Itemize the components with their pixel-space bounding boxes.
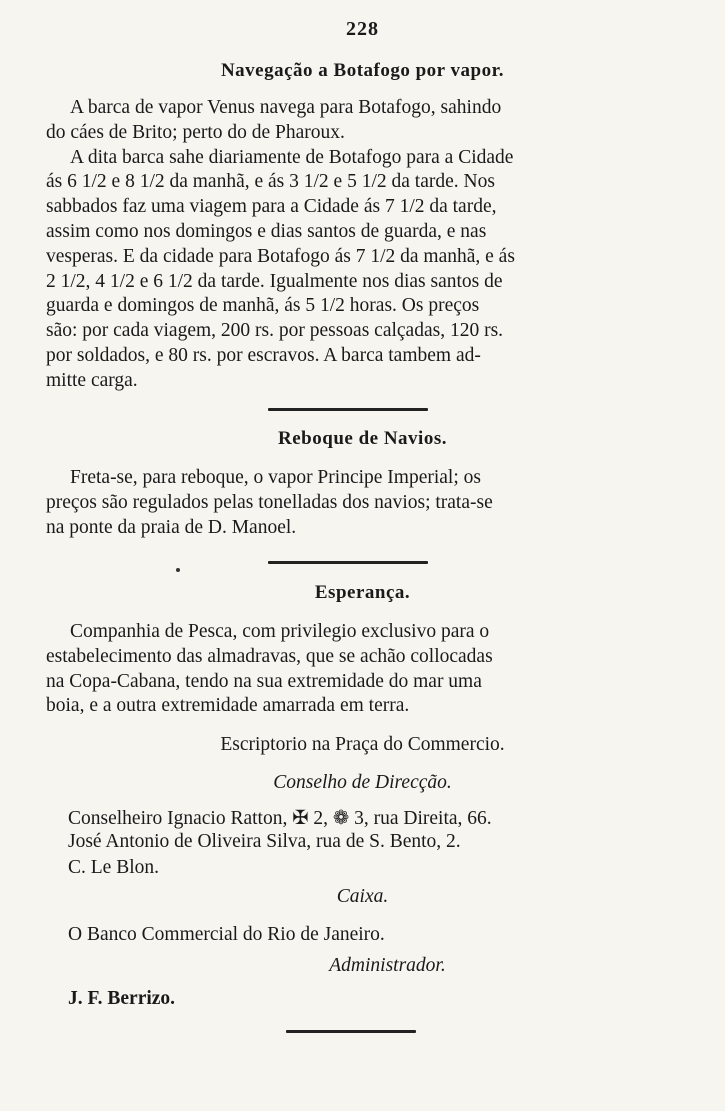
office-address: Escriptorio na Praça do Commercio. — [220, 734, 505, 755]
end-divider — [286, 1030, 416, 1033]
text-line: Freta-se, para reboque, o vapor Principe Imperial; os — [70, 467, 481, 488]
text-line: Companhia de Pesca, com privilegio exclusivo para o — [70, 621, 490, 642]
text-line: ás 6 1/2 e 8 1/2 da manhã, e ás 3 1/2 e 5 1/2 da tarde. Nos — [46, 171, 495, 193]
text-line: na Copa-Cabana, tendo na sua extremidade do mar uma — [46, 670, 482, 692]
section-body-navegacao — [46, 96, 640, 394]
text-line: 2 1/2, 4 1/2 e 6 1/2 da tarde. Igualmente nos dias santos de — [46, 270, 503, 292]
council-member: Conselheiro Ignacio Ratton, ✠ 2, ❁ 3, rua Direita, 66. — [68, 808, 492, 829]
section-divider — [268, 561, 428, 564]
text-line: estabelecimento das almadravas, que se achão collocadas — [46, 645, 493, 667]
treasurer-heading: Caixa. — [336, 886, 389, 907]
council-member: José Antonio de Oliveira Silva, rua de S. Bento, 2. — [68, 831, 461, 852]
section-body-esperanca — [46, 620, 640, 719]
council-heading: Conselho de Direcção. — [273, 772, 452, 793]
text-line: boia, e a outra extremidade amarrada em terra. — [46, 695, 410, 717]
text-line: são: por cada viagem, 200 rs. por pessoas calçadas, 120 rs. — [46, 320, 504, 342]
section-title-esperanca: Esperança. — [314, 582, 411, 603]
text-line: vesperas. E da cidade para Botafogo ás 7 1/2 da manhã, e ás — [46, 245, 515, 267]
text-line: guarda e domingos de manhã, ás 5 1/2 horas. Os preços — [46, 295, 480, 317]
admin-name: J. F. Berrizo. — [68, 988, 176, 1009]
section-title-reboque: Reboque de Navios. — [278, 428, 447, 449]
council-member: C. Le Blon. — [68, 857, 159, 878]
section-title-navegacao: Navegação a Botafogo por vapor. — [220, 60, 505, 81]
admin-heading: Administrador. — [329, 955, 446, 976]
treasurer-name: O Banco Commercial do Rio de Janeiro. — [68, 924, 385, 945]
text-line: preços são regulados pelas tonelladas dos navios; trata-se — [46, 491, 493, 513]
text-line: assim como nos domingos e dias santos de guarda, e nas — [46, 220, 487, 242]
text-line: sabbados faz uma viagem para a Cidade ás 7 1/2 da tarde, — [46, 196, 497, 218]
text-line: por soldados, e 80 rs. por escravos. A barca tambem ad- — [46, 344, 481, 366]
page-number: 228 — [346, 18, 379, 40]
text-line: A dita barca sahe diariamente de Botafogo para a Cidade — [70, 146, 514, 168]
text-line: do cáes de Brito; perto do de Pharoux. — [46, 121, 345, 143]
text-line: mitte carga. — [46, 369, 138, 391]
section-divider — [268, 408, 428, 411]
text-line: A barca de vapor Venus navega para Botafogo, sahindo — [70, 97, 502, 118]
section-body-reboque — [46, 466, 640, 540]
ink-speck — [176, 568, 180, 572]
text-line: na ponte da praia de D. Manoel. — [46, 516, 297, 538]
